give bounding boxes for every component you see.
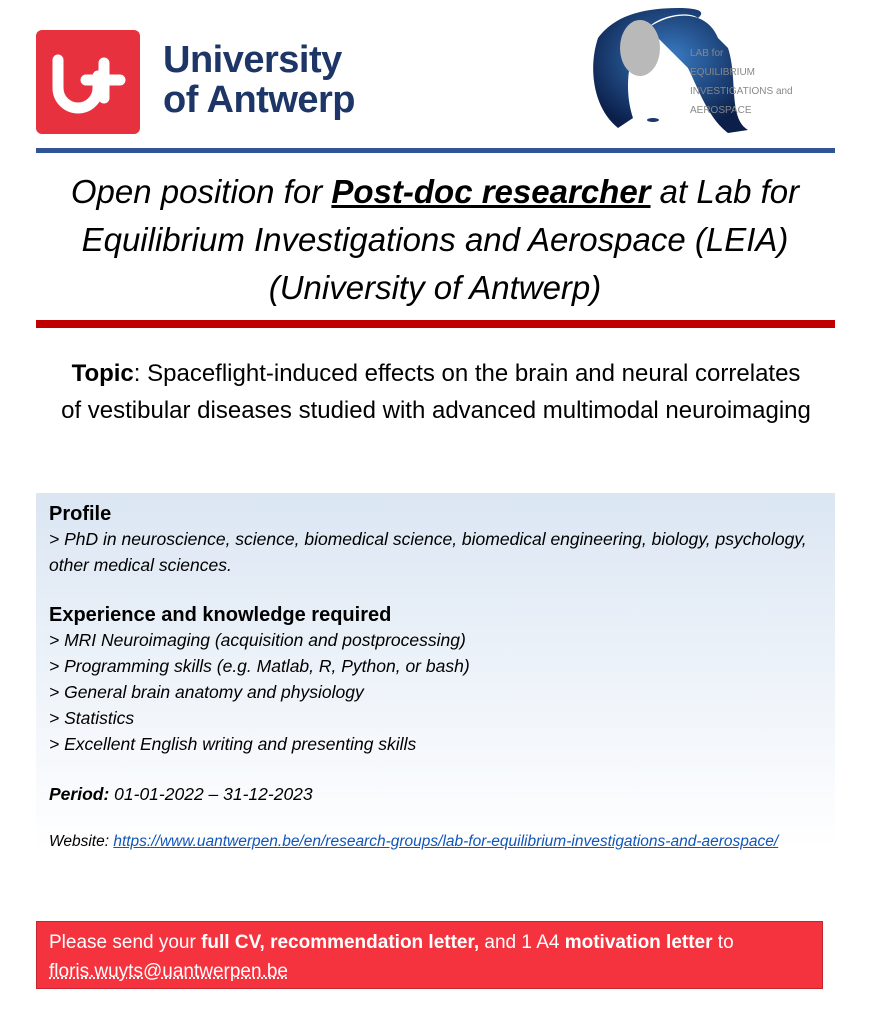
leia-line-3: INVESTIGATIONS and [690, 86, 793, 97]
leia-logo [578, 8, 830, 136]
leia-line-4: AEROSPACE [690, 105, 752, 116]
cta-text: to [712, 932, 734, 953]
cta-text: and 1 A4 [479, 932, 565, 953]
title-suffix: at Lab for Equilibrium Investigations and Aerospace (LEIA) (University of Antwerp) [81, 173, 800, 306]
period-value: 01-01-2022 – 31-12-2023 [109, 784, 313, 804]
experience-item: > Programming skills (e.g. Matlab, R, Python, or bash) [49, 656, 470, 676]
cta-text: Please send your [49, 932, 202, 953]
website [49, 831, 825, 853]
university-logo-mark [36, 30, 140, 134]
blue-divider [36, 148, 835, 153]
website-link[interactable]: https://www.uantwerpen.be/en/research-groups/lab-for-equilibrium-investigations-and-aerospace/ [113, 833, 779, 850]
contact-email[interactable]: floris.wuyts@uantwerpen.be [49, 961, 288, 982]
application-instructions [36, 921, 823, 989]
experience-heading: Experience and knowledge required [49, 604, 392, 626]
period-label: Period: [49, 784, 110, 804]
red-divider [36, 320, 835, 328]
university-name [163, 40, 355, 120]
period [49, 781, 825, 807]
experience-item: > General brain anatomy and physiology [49, 682, 364, 702]
university-name-line1: University [163, 39, 342, 81]
cta-bold: motivation letter [564, 932, 713, 953]
website-label: Website: [49, 833, 114, 850]
university-name-line2: of Antwerp [163, 79, 356, 121]
topic-label: Topic [71, 360, 134, 387]
topic-text: : Spaceflight-induced effects on the brain and neural correlates of vestibular diseases studied with advanced multimodal neuroimaging [61, 360, 811, 424]
experience-item: > Statistics [49, 708, 135, 728]
experience-item: > MRI Neuroimaging (acquisition and postprocessing) [49, 630, 466, 650]
title-prefix: Open position for [70, 173, 332, 210]
position-name: Post-doc researcher [331, 173, 651, 210]
experience-item: > Excellent English writing and presenting skills [49, 734, 417, 754]
profile-heading: Profile [49, 503, 112, 525]
page-title [30, 168, 840, 312]
profile-text: > PhD in neuroscience, science, biomedical science, biomedical engineering, biology, psychology, other medical sciences. [49, 529, 807, 575]
topic [60, 355, 812, 429]
leia-line-1: LAB for [690, 48, 724, 59]
details-box [36, 493, 835, 913]
leia-line-2: EQUILIBRIUM [690, 67, 756, 78]
cta-bold: full CV, recommendation letter, [201, 932, 480, 953]
